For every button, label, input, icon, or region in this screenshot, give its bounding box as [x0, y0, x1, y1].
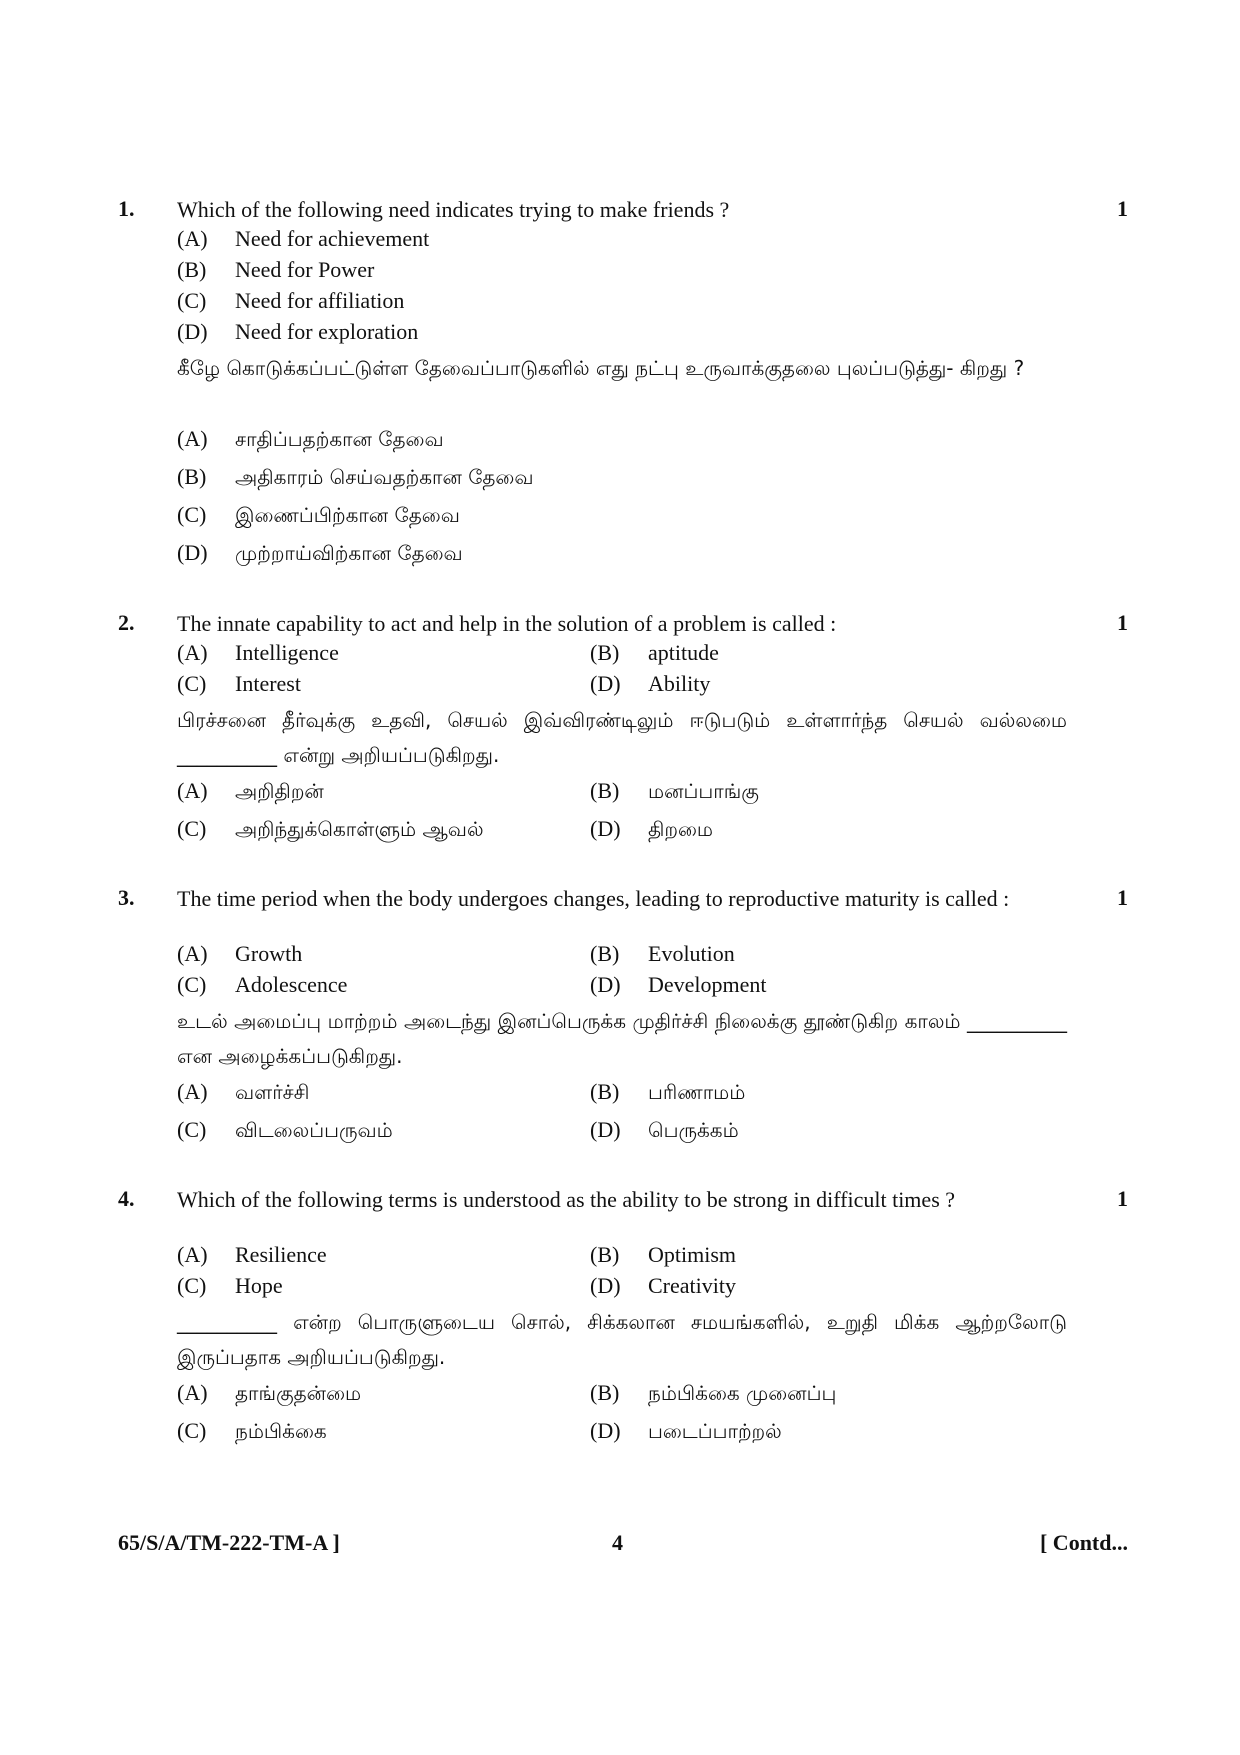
option-en-a: (A) Growth: [177, 941, 303, 966]
option-ta-c: (C) இணைப்பிற்கான தேவை: [177, 502, 460, 527]
option-ta-a: (A) அறிதிறன்: [177, 778, 324, 803]
question-text-tamil: உடல் அமைப்பு மாற்றம் அடைந்து இனப்பெருக்க முதிர்ச்சி நிலைக்கு தூண்டுகிற காலம் __________ என அழைக்கப்படுகிறது.: [177, 1009, 1067, 1068]
option-ta-a: (A) வளர்ச்சி: [177, 1079, 310, 1104]
option-ta-a: (A) சாதிப்பதற்கான தேவை: [177, 426, 444, 451]
continued-label: [ Contd...: [1039, 1530, 1128, 1555]
option-en-d: (D) Development: [590, 972, 767, 997]
option-en-d: (D) Ability: [590, 671, 711, 696]
option-ta-c: (C) விடலைப்பருவம்: [177, 1117, 393, 1142]
question-text-tamil: பிரச்சனை தீர்வுக்கு உதவி, செயல் இவ்விரண்டிலும் ஈடுபடும் உள்ளார்ந்த செயல் வல்லமை __________ என்று அறியப்படுகிறது.: [177, 708, 1067, 767]
marks: 1: [1117, 885, 1128, 910]
option-en-c: (C) Adolescence: [177, 972, 348, 997]
option-en-d: (D) Need for exploration: [177, 319, 419, 344]
option-en-a: (A) Need for achievement: [177, 226, 430, 251]
option-ta-b: (B) பரிணாமம்: [590, 1079, 746, 1104]
question-text-tamil: __________ என்ற பொருளுடைய சொல், சிக்கலான சமயங்களில், உறுதி மிக்க ஆற்றலோடு இருப்பதாக அறியப்படுகிறது.: [177, 1310, 1067, 1369]
paper-code: 65/S/A/TM-222-TM-A ]: [118, 1530, 340, 1555]
question-text-english: Which of the following terms is understood as the ability to be strong in difficult times ?: [177, 1187, 956, 1212]
question-number: 2.: [118, 610, 135, 635]
option-ta-d: (D) படைப்பாற்றல்: [590, 1418, 782, 1443]
question-number: 3.: [118, 885, 135, 910]
option-en-b: (B) Evolution: [590, 941, 735, 966]
question-text-tamil: கீழே கொடுக்கப்பட்டுள்ள தேவைப்பாடுகளில் எது நட்பு உருவாக்குதலை புலப்படுத்து- கிறது ?: [177, 356, 1025, 380]
marks: 1: [1117, 1186, 1128, 1211]
option-ta-b: (B) நம்பிக்கை முனைப்பு: [590, 1380, 837, 1405]
option-en-a: (A) Resilience: [177, 1242, 327, 1267]
option-ta-a: (A) தாங்குதன்மை: [177, 1380, 362, 1405]
question-text-english: The innate capability to act and help in the solution of a problem is called :: [177, 611, 837, 636]
marks: 1: [1117, 610, 1128, 635]
option-ta-b: (B) மனப்பாங்கு: [590, 778, 759, 803]
page-number: 4: [612, 1530, 623, 1555]
option-ta-d: (D) முற்றாய்விற்கான தேவை: [177, 540, 463, 565]
option-ta-d: (D) திறமை: [590, 816, 714, 841]
option-en-c: (C) Need for affiliation: [177, 288, 405, 313]
option-en-c: (C) Hope: [177, 1273, 283, 1298]
question-number: 4.: [118, 1186, 135, 1211]
option-en-d: (D) Creativity: [590, 1273, 736, 1298]
question-text-english: The time period when the body undergoes changes, leading to reproductive maturity is called :: [177, 886, 1010, 911]
option-ta-c: (C) நம்பிக்கை: [177, 1418, 327, 1443]
option-en-b: (B) aptitude: [590, 640, 719, 665]
option-ta-d: (D) பெருக்கம்: [590, 1117, 739, 1142]
question-number: 1.: [118, 196, 135, 221]
marks: 1: [1117, 196, 1128, 221]
option-ta-c: (C) அறிந்துக்கொள்ளும் ஆவல்: [177, 816, 484, 841]
option-en-c: (C) Interest: [177, 671, 301, 696]
option-en-a: (A) Intelligence: [177, 640, 339, 665]
question-text-english: Which of the following need indicates trying to make friends ?: [177, 197, 730, 222]
option-en-b: (B) Need for Power: [177, 257, 375, 282]
option-ta-b: (B) அதிகாரம் செய்வதற்கான தேவை: [177, 464, 534, 489]
option-en-b: (B) Optimism: [590, 1242, 737, 1267]
